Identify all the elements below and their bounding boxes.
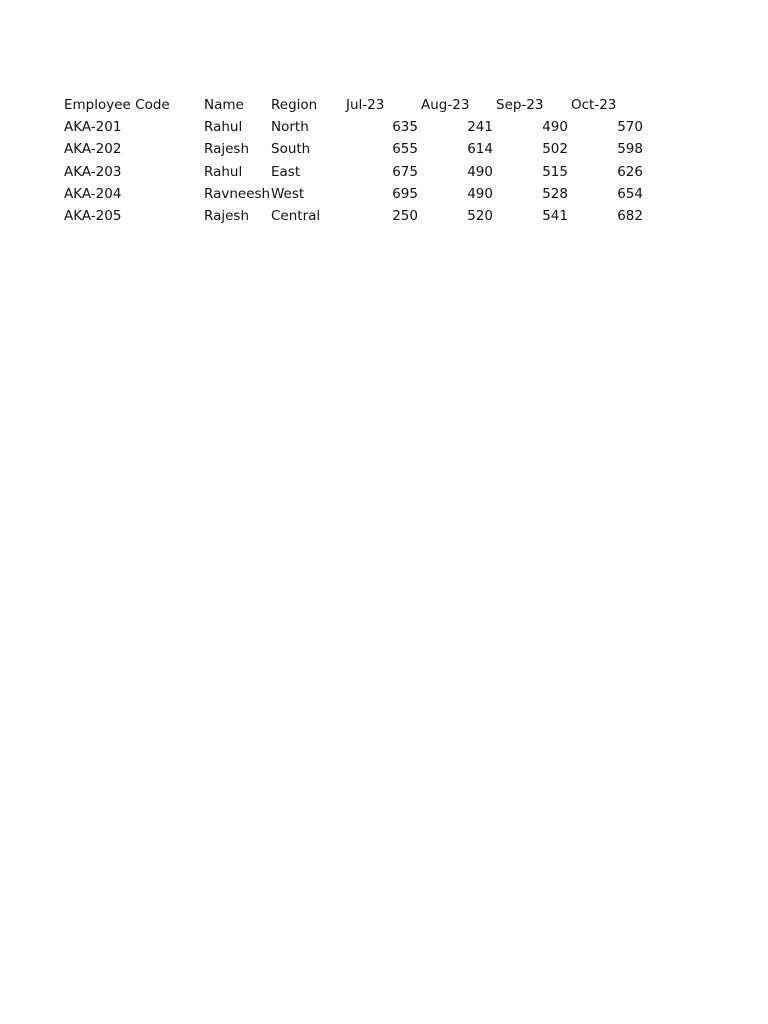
cell-region[interactable]: North — [271, 119, 309, 136]
cell-employee-code[interactable]: AKA-201 — [64, 119, 122, 136]
header-oct-23[interactable]: Oct-23 — [571, 97, 617, 113]
cell-name[interactable]: Rajesh — [204, 207, 250, 224]
cell-jul-23[interactable]: 675 — [392, 163, 418, 180]
cell-jul-23[interactable]: 635 — [392, 119, 418, 136]
cell-aug-23[interactable]: 490 — [467, 163, 493, 180]
cell-aug-23[interactable]: 490 — [467, 185, 493, 202]
cell-employee-code[interactable]: AKA-203 — [64, 163, 122, 180]
cell-region[interactable]: Central — [271, 207, 321, 224]
cell-jul-23[interactable]: 695 — [392, 185, 418, 202]
cell-name[interactable]: Rahul — [204, 119, 243, 136]
cell-sep-23[interactable]: 502 — [542, 141, 568, 158]
cell-employee-code[interactable]: AKA-205 — [64, 207, 122, 224]
cell-name[interactable]: Ravneesh — [204, 185, 271, 202]
cell-region[interactable]: West — [271, 185, 305, 202]
cell-jul-23[interactable]: 655 — [392, 141, 418, 158]
cell-oct-23[interactable]: 598 — [617, 141, 643, 158]
cell-sep-23[interactable]: 490 — [542, 119, 568, 136]
cell-oct-23[interactable]: 570 — [617, 119, 643, 136]
cell-jul-23[interactable]: 250 — [392, 207, 418, 224]
header-sep-23[interactable]: Sep-23 — [496, 97, 544, 113]
cell-name[interactable]: Rahul — [204, 163, 243, 180]
cell-region[interactable]: East — [271, 163, 301, 180]
cell-oct-23[interactable]: 626 — [617, 163, 643, 180]
cell-sep-23[interactable]: 528 — [542, 185, 568, 202]
header-region[interactable]: Region — [271, 97, 318, 113]
header-jul-23[interactable]: Jul-23 — [346, 97, 385, 113]
cell-employee-code[interactable]: AKA-202 — [64, 141, 122, 158]
header-employee-code[interactable]: Employee Code — [64, 97, 170, 113]
cell-region[interactable]: South — [271, 141, 311, 158]
cell-aug-23[interactable]: 614 — [467, 141, 493, 158]
cell-name[interactable]: Rajesh — [204, 141, 250, 158]
cell-sep-23[interactable]: 541 — [542, 207, 568, 224]
header-name[interactable]: Name — [204, 97, 244, 113]
cell-aug-23[interactable]: 241 — [467, 119, 493, 136]
cell-oct-23[interactable]: 654 — [617, 185, 643, 202]
cell-aug-23[interactable]: 520 — [467, 207, 493, 224]
cell-oct-23[interactable]: 682 — [617, 207, 643, 224]
header-aug-23[interactable]: Aug-23 — [421, 97, 470, 113]
cell-employee-code[interactable]: AKA-204 — [64, 185, 122, 202]
cell-sep-23[interactable]: 515 — [542, 163, 568, 180]
